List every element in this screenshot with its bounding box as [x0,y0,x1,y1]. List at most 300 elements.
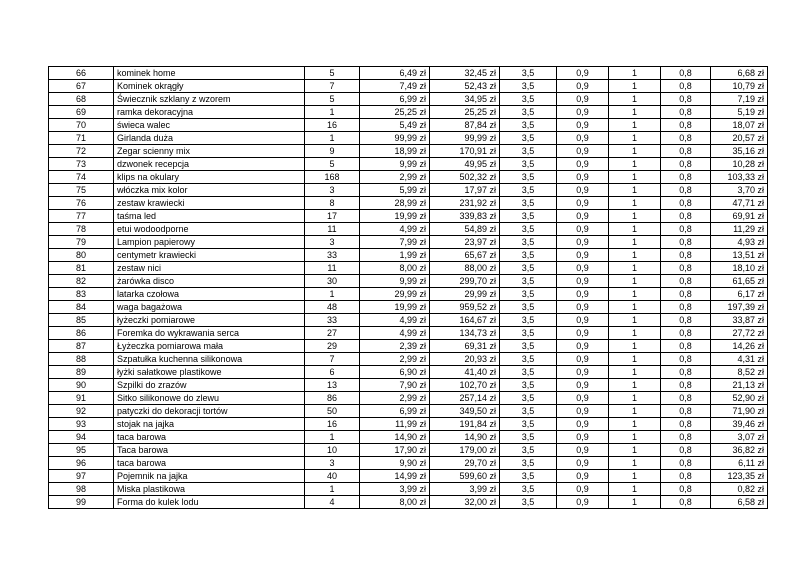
factor-c-cell: 1 [609,80,661,93]
row-number-cell: 72 [49,145,114,158]
total-price-cell: 502,32 zł [430,171,500,184]
result-value-cell: 123,35 zł [711,470,768,483]
row-number-cell: 95 [49,444,114,457]
factor-d-cell: 0,8 [661,418,711,431]
factor-b-cell: 0,9 [557,223,609,236]
row-number-cell: 92 [49,405,114,418]
total-price-cell: 959,52 zł [430,301,500,314]
result-value-cell: 35,16 zł [711,145,768,158]
row-number-cell: 84 [49,301,114,314]
factor-d-cell: 0,8 [661,67,711,80]
quantity-cell: 1 [305,431,360,444]
total-price-cell: 349,50 zł [430,405,500,418]
factor-a-cell: 3,5 [500,340,557,353]
factor-b-cell: 0,9 [557,496,609,509]
table-row [49,197,768,210]
result-value-cell: 11,29 zł [711,223,768,236]
table-row [49,132,768,145]
factor-d-cell: 0,8 [661,301,711,314]
total-price-cell: 32,00 zł [430,496,500,509]
table-row [49,119,768,132]
quantity-cell: 1 [305,106,360,119]
quantity-cell: 5 [305,67,360,80]
factor-c-cell: 1 [609,249,661,262]
factor-d-cell: 0,8 [661,483,711,496]
result-value-cell: 61,65 zł [711,275,768,288]
total-price-cell: 231,92 zł [430,197,500,210]
unit-price-cell: 25,25 zł [360,106,430,119]
item-name-cell: Pojemnik na jajka [114,470,305,483]
table-row [49,496,768,509]
factor-a-cell: 3,5 [500,431,557,444]
unit-price-cell: 8,00 zł [360,262,430,275]
factor-c-cell: 1 [609,353,661,366]
quantity-cell: 1 [305,483,360,496]
factor-d-cell: 0,8 [661,106,711,119]
result-value-cell: 71,90 zł [711,405,768,418]
total-price-cell: 88,00 zł [430,262,500,275]
row-number-cell: 76 [49,197,114,210]
factor-d-cell: 0,8 [661,262,711,275]
factor-a-cell: 3,5 [500,288,557,301]
row-number-cell: 79 [49,236,114,249]
result-value-cell: 20,57 zł [711,132,768,145]
table-row [49,301,768,314]
result-value-cell: 6,58 zł [711,496,768,509]
factor-b-cell: 0,9 [557,106,609,119]
table-row [49,145,768,158]
total-price-cell: 65,67 zł [430,249,500,262]
total-price-cell: 299,70 zł [430,275,500,288]
row-number-cell: 67 [49,80,114,93]
result-value-cell: 13,51 zł [711,249,768,262]
quantity-cell: 50 [305,405,360,418]
factor-c-cell: 1 [609,171,661,184]
unit-price-cell: 28,99 zł [360,197,430,210]
item-name-cell: zestaw nici [114,262,305,275]
item-name-cell: świeca walec [114,119,305,132]
factor-c-cell: 1 [609,483,661,496]
factor-d-cell: 0,8 [661,132,711,145]
unit-price-cell: 4,99 zł [360,327,430,340]
total-price-cell: 32,45 zł [430,67,500,80]
factor-b-cell: 0,9 [557,80,609,93]
quantity-cell: 16 [305,418,360,431]
total-price-cell: 191,84 zł [430,418,500,431]
row-number-cell: 75 [49,184,114,197]
factor-d-cell: 0,8 [661,275,711,288]
factor-d-cell: 0,8 [661,80,711,93]
factor-a-cell: 3,5 [500,275,557,288]
factor-a-cell: 3,5 [500,444,557,457]
quantity-cell: 30 [305,275,360,288]
factor-b-cell: 0,9 [557,249,609,262]
unit-price-cell: 29,99 zł [360,288,430,301]
unit-price-cell: 4,99 zł [360,223,430,236]
factor-a-cell: 3,5 [500,314,557,327]
factor-c-cell: 1 [609,184,661,197]
item-name-cell: Miska plastikowa [114,483,305,496]
quantity-cell: 5 [305,93,360,106]
factor-b-cell: 0,9 [557,483,609,496]
result-value-cell: 103,33 zł [711,171,768,184]
unit-price-cell: 9,99 zł [360,275,430,288]
table-row [49,210,768,223]
result-value-cell: 21,13 zł [711,379,768,392]
item-name-cell: łyżki sałatkowe plastikowe [114,366,305,379]
row-number-cell: 83 [49,288,114,301]
factor-d-cell: 0,8 [661,470,711,483]
item-name-cell: Sitko silikonowe do zlewu [114,392,305,405]
item-name-cell: waga bagażowa [114,301,305,314]
factor-c-cell: 1 [609,67,661,80]
factor-a-cell: 3,5 [500,366,557,379]
factor-c-cell: 1 [609,444,661,457]
factor-c-cell: 1 [609,327,661,340]
unit-price-cell: 6,90 zł [360,366,430,379]
result-value-cell: 18,10 zł [711,262,768,275]
item-name-cell: Szpatułka kuchenna silikonowa [114,353,305,366]
total-price-cell: 52,43 zł [430,80,500,93]
total-price-cell: 339,83 zł [430,210,500,223]
factor-c-cell: 1 [609,314,661,327]
table-row [49,93,768,106]
row-number-cell: 70 [49,119,114,132]
factor-d-cell: 0,8 [661,392,711,405]
factor-c-cell: 1 [609,379,661,392]
item-name-cell: Łyżeczka pomiarowa mała [114,340,305,353]
table-row [49,171,768,184]
factor-c-cell: 1 [609,340,661,353]
quantity-cell: 11 [305,223,360,236]
factor-c-cell: 1 [609,158,661,171]
factor-b-cell: 0,9 [557,431,609,444]
item-name-cell: żarówka disco [114,275,305,288]
factor-c-cell: 1 [609,197,661,210]
factor-d-cell: 0,8 [661,353,711,366]
quantity-cell: 17 [305,210,360,223]
factor-c-cell: 1 [609,366,661,379]
quantity-cell: 10 [305,444,360,457]
factor-a-cell: 3,5 [500,236,557,249]
total-price-cell: 34,95 zł [430,93,500,106]
row-number-cell: 87 [49,340,114,353]
item-name-cell: stojak na jajka [114,418,305,431]
unit-price-cell: 14,99 zł [360,470,430,483]
items-table [48,66,768,509]
row-number-cell: 91 [49,392,114,405]
factor-d-cell: 0,8 [661,210,711,223]
unit-price-cell: 19,99 zł [360,301,430,314]
total-price-cell: 25,25 zł [430,106,500,119]
unit-price-cell: 2,99 zł [360,171,430,184]
factor-b-cell: 0,9 [557,158,609,171]
item-name-cell: klips na okulary [114,171,305,184]
table-row [49,431,768,444]
factor-b-cell: 0,9 [557,301,609,314]
quantity-cell: 4 [305,496,360,509]
table-row [49,106,768,119]
item-name-cell: patyczki do dekoracji tortów [114,405,305,418]
factor-a-cell: 3,5 [500,223,557,236]
factor-a-cell: 3,5 [500,496,557,509]
row-number-cell: 93 [49,418,114,431]
result-value-cell: 4,93 zł [711,236,768,249]
factor-a-cell: 3,5 [500,483,557,496]
spreadsheet-page [48,66,767,509]
quantity-cell: 9 [305,145,360,158]
factor-b-cell: 0,9 [557,405,609,418]
item-name-cell: dzwonek recepcja [114,158,305,171]
table-row [49,288,768,301]
factor-c-cell: 1 [609,145,661,158]
factor-a-cell: 3,5 [500,262,557,275]
item-name-cell: zestaw krawiecki [114,197,305,210]
unit-price-cell: 7,99 zł [360,236,430,249]
factor-d-cell: 0,8 [661,145,711,158]
result-value-cell: 47,71 zł [711,197,768,210]
unit-price-cell: 4,99 zł [360,314,430,327]
table-row [49,236,768,249]
table-row [49,327,768,340]
total-price-cell: 23,97 zł [430,236,500,249]
row-number-cell: 80 [49,249,114,262]
factor-b-cell: 0,9 [557,470,609,483]
item-name-cell: taśma led [114,210,305,223]
factor-a-cell: 3,5 [500,67,557,80]
quantity-cell: 3 [305,236,360,249]
factor-c-cell: 1 [609,275,661,288]
table-row [49,353,768,366]
quantity-cell: 33 [305,249,360,262]
quantity-cell: 3 [305,457,360,470]
total-price-cell: 41,40 zł [430,366,500,379]
quantity-cell: 48 [305,301,360,314]
factor-d-cell: 0,8 [661,236,711,249]
table-row [49,275,768,288]
result-value-cell: 69,91 zł [711,210,768,223]
total-price-cell: 29,70 zł [430,457,500,470]
factor-c-cell: 1 [609,392,661,405]
row-number-cell: 99 [49,496,114,509]
quantity-cell: 168 [305,171,360,184]
quantity-cell: 3 [305,184,360,197]
factor-d-cell: 0,8 [661,249,711,262]
table-row [49,158,768,171]
table-row [49,483,768,496]
row-number-cell: 85 [49,314,114,327]
total-price-cell: 87,84 zł [430,119,500,132]
factor-c-cell: 1 [609,106,661,119]
row-number-cell: 97 [49,470,114,483]
factor-a-cell: 3,5 [500,418,557,431]
item-name-cell: Forma do kulek lodu [114,496,305,509]
factor-a-cell: 3,5 [500,457,557,470]
factor-c-cell: 1 [609,405,661,418]
result-value-cell: 7,19 zł [711,93,768,106]
factor-a-cell: 3,5 [500,132,557,145]
unit-price-cell: 2,99 zł [360,353,430,366]
result-value-cell: 14,26 zł [711,340,768,353]
total-price-cell: 102,70 zł [430,379,500,392]
row-number-cell: 74 [49,171,114,184]
factor-a-cell: 3,5 [500,93,557,106]
factor-c-cell: 1 [609,223,661,236]
factor-b-cell: 0,9 [557,262,609,275]
factor-a-cell: 3,5 [500,249,557,262]
item-name-cell: centymetr krawiecki [114,249,305,262]
factor-d-cell: 0,8 [661,119,711,132]
result-value-cell: 52,90 zł [711,392,768,405]
quantity-cell: 8 [305,197,360,210]
table-row [49,249,768,262]
total-price-cell: 49,95 zł [430,158,500,171]
total-price-cell: 69,31 zł [430,340,500,353]
factor-a-cell: 3,5 [500,210,557,223]
table-row [49,379,768,392]
result-value-cell: 3,07 zł [711,431,768,444]
item-name-cell: włóczka mix kolor [114,184,305,197]
table-row [49,366,768,379]
table-body [49,67,768,509]
factor-b-cell: 0,9 [557,197,609,210]
table-row [49,470,768,483]
factor-b-cell: 0,9 [557,275,609,288]
unit-price-cell: 9,99 zł [360,158,430,171]
factor-d-cell: 0,8 [661,366,711,379]
factor-a-cell: 3,5 [500,171,557,184]
factor-b-cell: 0,9 [557,132,609,145]
row-number-cell: 94 [49,431,114,444]
result-value-cell: 5,19 zł [711,106,768,119]
factor-d-cell: 0,8 [661,496,711,509]
unit-price-cell: 9,90 zł [360,457,430,470]
table-row [49,457,768,470]
factor-b-cell: 0,9 [557,236,609,249]
result-value-cell: 39,46 zł [711,418,768,431]
total-price-cell: 54,89 zł [430,223,500,236]
factor-d-cell: 0,8 [661,405,711,418]
factor-b-cell: 0,9 [557,366,609,379]
result-value-cell: 8,52 zł [711,366,768,379]
factor-b-cell: 0,9 [557,119,609,132]
unit-price-cell: 2,39 zł [360,340,430,353]
total-price-cell: 29,99 zł [430,288,500,301]
result-value-cell: 197,39 zł [711,301,768,314]
unit-price-cell: 6,99 zł [360,93,430,106]
result-value-cell: 27,72 zł [711,327,768,340]
total-price-cell: 179,00 zł [430,444,500,457]
factor-b-cell: 0,9 [557,171,609,184]
unit-price-cell: 7,90 zł [360,379,430,392]
factor-d-cell: 0,8 [661,327,711,340]
factor-c-cell: 1 [609,470,661,483]
unit-price-cell: 6,49 zł [360,67,430,80]
row-number-cell: 73 [49,158,114,171]
factor-a-cell: 3,5 [500,392,557,405]
row-number-cell: 71 [49,132,114,145]
quantity-cell: 40 [305,470,360,483]
result-value-cell: 18,07 zł [711,119,768,132]
row-number-cell: 81 [49,262,114,275]
factor-c-cell: 1 [609,93,661,106]
row-number-cell: 69 [49,106,114,119]
factor-b-cell: 0,9 [557,93,609,106]
factor-a-cell: 3,5 [500,158,557,171]
factor-d-cell: 0,8 [661,379,711,392]
factor-d-cell: 0,8 [661,457,711,470]
table-row [49,340,768,353]
factor-a-cell: 3,5 [500,470,557,483]
factor-c-cell: 1 [609,301,661,314]
factor-d-cell: 0,8 [661,314,711,327]
factor-b-cell: 0,9 [557,314,609,327]
item-name-cell: taca barowa [114,431,305,444]
item-name-cell: Foremka do wykrawania serca [114,327,305,340]
row-number-cell: 96 [49,457,114,470]
factor-b-cell: 0,9 [557,145,609,158]
factor-b-cell: 0,9 [557,353,609,366]
factor-c-cell: 1 [609,457,661,470]
factor-b-cell: 0,9 [557,67,609,80]
total-price-cell: 17,97 zł [430,184,500,197]
row-number-cell: 82 [49,275,114,288]
factor-d-cell: 0,8 [661,158,711,171]
factor-d-cell: 0,8 [661,288,711,301]
factor-c-cell: 1 [609,418,661,431]
unit-price-cell: 18,99 zł [360,145,430,158]
unit-price-cell: 19,99 zł [360,210,430,223]
result-value-cell: 36,82 zł [711,444,768,457]
total-price-cell: 257,14 zł [430,392,500,405]
factor-a-cell: 3,5 [500,405,557,418]
factor-d-cell: 0,8 [661,431,711,444]
quantity-cell: 1 [305,288,360,301]
table-row [49,67,768,80]
factor-b-cell: 0,9 [557,444,609,457]
row-number-cell: 86 [49,327,114,340]
unit-price-cell: 11,99 zł [360,418,430,431]
factor-d-cell: 0,8 [661,184,711,197]
quantity-cell: 7 [305,353,360,366]
unit-price-cell: 5,99 zł [360,184,430,197]
factor-b-cell: 0,9 [557,392,609,405]
quantity-cell: 13 [305,379,360,392]
item-name-cell: taca barowa [114,457,305,470]
unit-price-cell: 99,99 zł [360,132,430,145]
total-price-cell: 134,73 zł [430,327,500,340]
item-name-cell: Lampion papierowy [114,236,305,249]
item-name-cell: Zegar scienny mix [114,145,305,158]
factor-b-cell: 0,9 [557,457,609,470]
factor-c-cell: 1 [609,210,661,223]
factor-c-cell: 1 [609,496,661,509]
result-value-cell: 6,17 zł [711,288,768,301]
factor-d-cell: 0,8 [661,223,711,236]
table-row [49,184,768,197]
table-row [49,80,768,93]
factor-a-cell: 3,5 [500,119,557,132]
factor-d-cell: 0,8 [661,171,711,184]
quantity-cell: 7 [305,80,360,93]
factor-a-cell: 3,5 [500,197,557,210]
quantity-cell: 27 [305,327,360,340]
result-value-cell: 3,70 zł [711,184,768,197]
result-value-cell: 0,82 zł [711,483,768,496]
row-number-cell: 66 [49,67,114,80]
row-number-cell: 68 [49,93,114,106]
result-value-cell: 10,28 zł [711,158,768,171]
